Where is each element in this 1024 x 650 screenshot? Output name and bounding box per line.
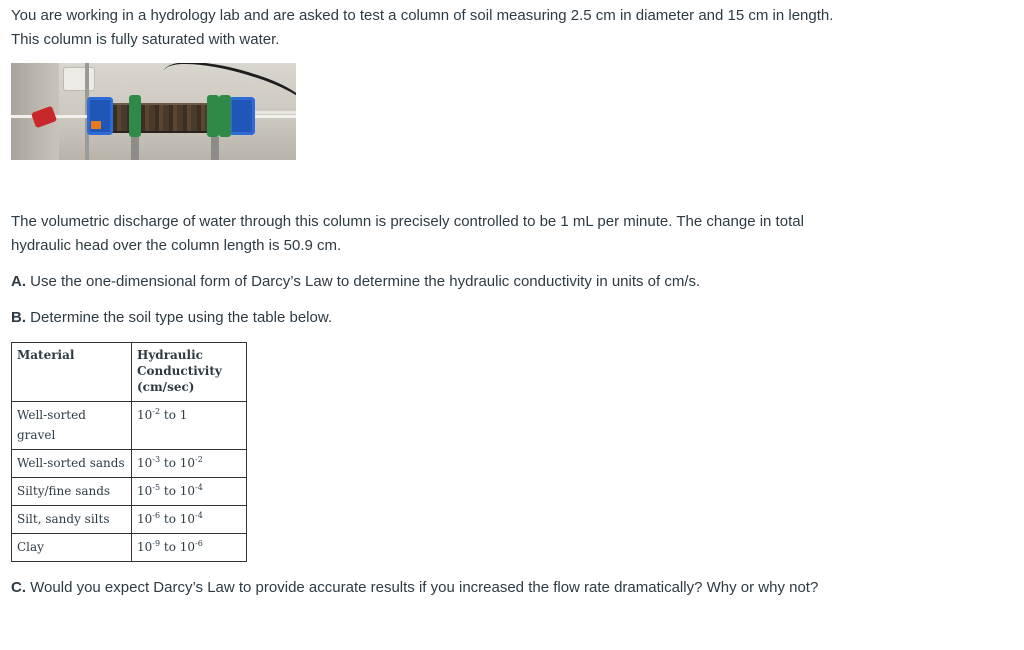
header-k-line1: Hydraulic <box>137 348 203 362</box>
table-row <box>12 402 247 450</box>
photo-right-cap <box>229 97 255 135</box>
table-row <box>12 534 247 562</box>
part-b-label: B. <box>11 309 26 326</box>
header-k-line2: Conductivity <box>137 364 222 378</box>
part-b-text: Determine the soil type using the table below. <box>26 309 333 326</box>
material-cell: Silt, sandy silts <box>12 506 132 534</box>
conductivity-cell <box>132 402 247 450</box>
lo-exp: -9 <box>152 539 161 548</box>
photo-clamp <box>219 95 231 137</box>
material-cell: Well-sorted gravel <box>12 402 132 450</box>
table-header-row <box>12 343 247 402</box>
header-hydraulic-conductivity <box>132 343 247 402</box>
range-sep: to <box>160 484 180 498</box>
hi-base: 10 <box>179 512 196 526</box>
hi-exp: -2 <box>195 455 203 464</box>
hi-exp: -4 <box>195 483 203 492</box>
hi-base: 10 <box>179 484 196 498</box>
lo-exp: -3 <box>152 455 161 464</box>
range-sep: to <box>160 512 180 526</box>
lo-exp: -5 <box>152 483 161 492</box>
intro-paragraph: You are working in a hydrology lab and are asked to test a column of soil measuring 2.5 cm in diameter and 15 cm in length. This column is fully saturated with water. <box>11 7 834 48</box>
hydraulic-conductivity-table <box>11 342 247 562</box>
hi-base: 1 <box>179 408 188 422</box>
hi-base: 10 <box>179 540 196 554</box>
range-sep: to <box>160 456 180 470</box>
photo-stand-leg <box>211 137 219 160</box>
header-k-line3: (cm/sec) <box>137 380 195 394</box>
part-c-label: C. <box>11 579 26 596</box>
material-cell: Well-sorted sands <box>12 450 132 478</box>
table-row <box>12 478 247 506</box>
photo-stand-leg <box>131 137 139 160</box>
discharge-paragraph: The volumetric discharge of water through this column is precisely controlled to be 1 mL per minute. The change in total hydraulic head over the column length is 50.9 cm. <box>11 213 804 254</box>
photo-clamp <box>129 95 141 137</box>
range-sep: to <box>160 540 180 554</box>
part-c-question <box>11 576 861 600</box>
lo-base: 10 <box>137 456 153 470</box>
photo-fitting <box>91 121 101 129</box>
part-a-question <box>11 270 861 294</box>
hi-base: 10 <box>179 456 196 470</box>
photo-clamp <box>207 95 219 137</box>
range-sep: to <box>160 408 180 422</box>
lo-base: 10 <box>137 540 153 554</box>
lo-exp: -6 <box>152 511 161 520</box>
conductivity-cell <box>132 534 247 562</box>
conductivity-cell <box>132 478 247 506</box>
conductivity-cell <box>132 450 247 478</box>
part-a-label: A. <box>11 273 26 290</box>
lo-base: 10 <box>137 408 153 422</box>
lo-base: 10 <box>137 484 153 498</box>
lo-base: 10 <box>137 512 153 526</box>
soil-column-photo <box>11 63 296 160</box>
photo-left-cap <box>87 97 113 135</box>
hi-exp: -4 <box>195 511 203 520</box>
hi-exp: -6 <box>195 539 203 548</box>
material-cell: Clay <box>12 534 132 562</box>
table-row <box>12 450 247 478</box>
part-c-text: Would you expect Darcy’s Law to provide accurate results if you increased the flow rate dramatically? Why or why not? <box>26 579 819 596</box>
conductivity-cell <box>132 506 247 534</box>
photo-outlet <box>63 67 95 91</box>
table-row <box>12 506 247 534</box>
part-b-question <box>11 306 861 330</box>
material-cell: Silty/fine sands <box>12 478 132 506</box>
header-material: Material <box>12 343 132 402</box>
lo-exp: -2 <box>152 407 161 416</box>
part-a-text: Use the one-dimensional form of Darcy’s Law to determine the hydraulic conductivity in units of cm/s. <box>26 273 701 290</box>
